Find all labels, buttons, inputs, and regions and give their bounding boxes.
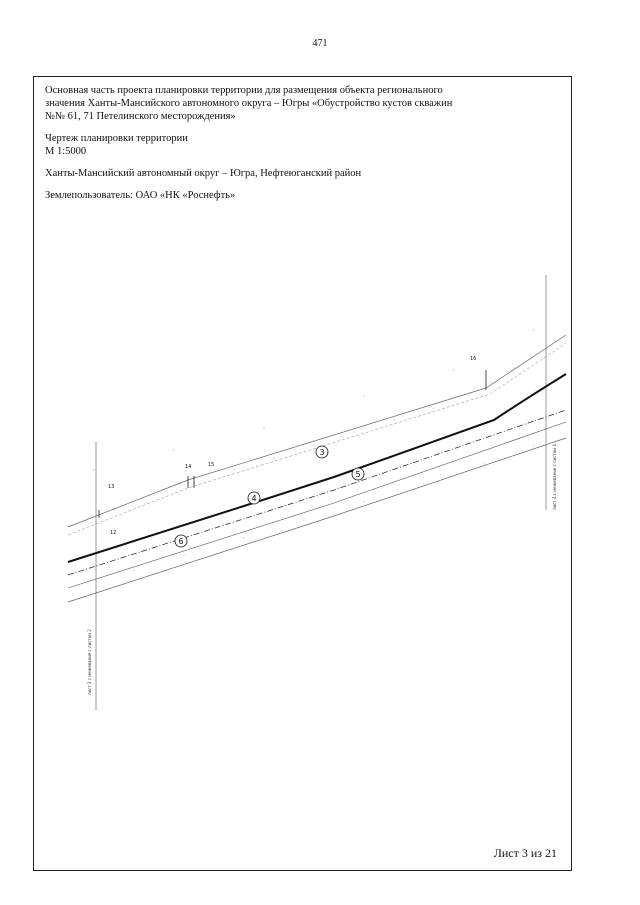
document-header bbox=[45, 84, 545, 202]
point-label-12: 12 bbox=[110, 530, 117, 536]
planning-drawing bbox=[34, 270, 571, 710]
land-user: Землепользователь: ОАО «НК «Роснефть» bbox=[45, 190, 236, 201]
point-label-14: 14 bbox=[185, 464, 192, 470]
axis-line-6 bbox=[68, 422, 566, 588]
corridor-lower bbox=[68, 438, 566, 602]
region: Ханты-Мансийский автономный округ – Югра, Нефтеюганский район bbox=[45, 168, 362, 179]
right-edge-note: лист 4 с межевание с листом 4 bbox=[552, 444, 557, 510]
title-line-2: значения Ханты-Мансийского автономного округа – Югры «Обустройство кустов скважин bbox=[45, 98, 453, 109]
drawing-title: Чертеж планировки территории bbox=[45, 133, 188, 144]
circle-label-5: 5 bbox=[355, 470, 361, 479]
title-line-1: Основная часть проекта планировки территории для размещения объекта регионального bbox=[45, 85, 443, 96]
main-road-line bbox=[68, 374, 566, 562]
document-title bbox=[45, 84, 545, 123]
point-label-13: 13 bbox=[108, 484, 115, 490]
left-edge-note: лист 2 с межевание с листом 2 bbox=[87, 629, 92, 695]
land-hatching bbox=[93, 329, 534, 570]
circle-label-4: 4 bbox=[251, 494, 257, 503]
title-line-3: №№ 61, 71 Петелинского месторождения» bbox=[45, 111, 236, 122]
circle-label-6: 6 bbox=[178, 537, 184, 546]
corridor-upper-inner bbox=[68, 343, 566, 535]
circle-label-3: 3 bbox=[319, 448, 325, 457]
page-number: 471 bbox=[312, 38, 328, 49]
scale: М 1:5000 bbox=[45, 146, 87, 157]
corridor-upper-outer bbox=[68, 335, 566, 527]
sheet-number: Лист 3 из 21 bbox=[493, 846, 557, 860]
point-label-15: 15 bbox=[208, 462, 215, 468]
point-label-16: 16 bbox=[470, 356, 477, 362]
axis-line-5 bbox=[68, 410, 566, 575]
